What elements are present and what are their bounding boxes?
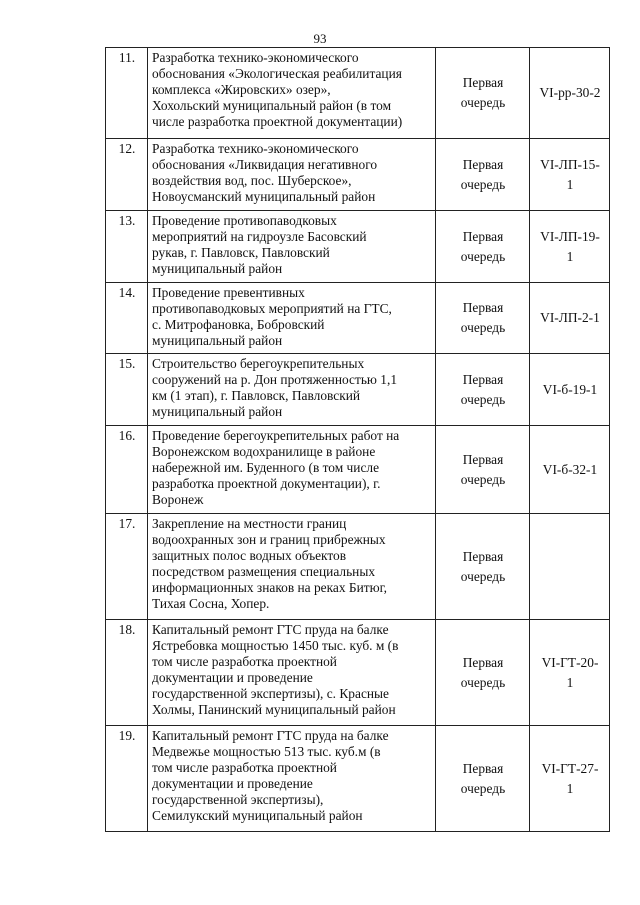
measure-name-line: противопаводковых мероприятий на ГТС, <box>152 301 392 316</box>
measure-name-line: числе разработка проектной документации) <box>152 114 403 129</box>
measure-code <box>530 211 610 283</box>
table-body <box>106 48 610 832</box>
stage-line: Первая <box>462 371 504 387</box>
code-line: VI-ЛП-2-1 <box>540 310 600 325</box>
stage-line: очередь <box>460 391 506 407</box>
code-line: VI-ГТ-20- <box>541 654 599 670</box>
implementation-stage <box>436 726 530 832</box>
measure-name-line: Воронежском водохранилище в районе <box>152 444 376 459</box>
stage-line: Первая <box>462 156 504 172</box>
measure-name-line: Холмы, Панинский муниципальный район <box>152 702 396 717</box>
measure-name-line: государственной экспертизы), <box>152 792 324 807</box>
measure-name-line: документации и проведение <box>152 670 313 685</box>
table-row <box>106 726 610 832</box>
measure-name <box>148 514 436 620</box>
measure-name-line: Строительство берегоукрепительных <box>152 356 365 371</box>
code-line: 1 <box>566 780 574 796</box>
code-line: 1 <box>566 248 574 264</box>
implementation-stage <box>436 139 530 211</box>
implementation-stage <box>436 354 530 426</box>
measure-name <box>148 354 436 426</box>
measure-name-line: Ястребовка мощностью 1450 тыс. куб. м (в <box>152 638 399 653</box>
code-line: VI-б-19-1 <box>542 381 598 397</box>
measure-code <box>530 426 610 514</box>
code-line: VI-рр-30-2 <box>539 85 601 100</box>
stage-line: Первая <box>462 548 504 564</box>
measure-name <box>148 620 436 726</box>
code-line: 1 <box>566 176 574 192</box>
measure-name-line: Проведение превентивных <box>152 285 305 300</box>
code-line: 1 <box>566 674 574 690</box>
implementation-stage <box>436 514 530 620</box>
stage-line: очередь <box>460 248 506 264</box>
measure-code <box>530 514 610 620</box>
row-number: 14. <box>106 283 148 354</box>
table-row <box>106 426 610 514</box>
measure-name-line: воздействия вод, пос. Шуберское», <box>152 173 352 188</box>
page-number: 93 <box>313 31 327 46</box>
measure-name <box>148 48 436 139</box>
measure-name-line: разработка проектной документации), г. <box>152 476 381 491</box>
measure-name-line: Проведение берегоукрепительных работ на <box>152 428 400 443</box>
measure-name-line: Капитальный ремонт ГТС пруда на балке <box>152 622 389 637</box>
stage-line: очередь <box>460 320 506 335</box>
measure-code <box>530 139 610 211</box>
row-number: 19. <box>106 726 148 832</box>
stage-line: очередь <box>460 568 506 584</box>
measure-name <box>148 211 436 283</box>
stage-line: очередь <box>460 674 506 690</box>
measure-name <box>148 139 436 211</box>
measure-name-line: Семилукский муниципальный район <box>152 808 363 823</box>
measure-name-line: защитных полос водных объектов <box>152 548 347 563</box>
row-number: 12. <box>106 139 148 211</box>
row-number: 18. <box>106 620 148 726</box>
measure-name-line: информационных знаков на реках Битюг, <box>152 580 387 595</box>
measure-code <box>530 620 610 726</box>
row-number: 11. <box>106 48 148 139</box>
measure-code <box>530 48 610 139</box>
row-number: 16. <box>106 426 148 514</box>
measure-name-line: Хохольский муниципальный район (в том <box>152 98 392 113</box>
measure-name-line: документации и проведение <box>152 776 313 791</box>
measure-name-line: муниципальный район <box>152 333 283 348</box>
measure-name-line: Тихая Сосна, Хопер. <box>152 596 270 611</box>
table-row <box>106 139 610 211</box>
implementation-stage <box>436 620 530 726</box>
measure-name-line: посредством размещения специальных <box>152 564 376 579</box>
measure-name-line: муниципальный район <box>152 404 283 419</box>
measure-name-line: муниципальный район <box>152 261 283 276</box>
measure-name-line: Новоусманский муниципальный район <box>152 189 376 204</box>
measure-name-line: обоснования «Ликвидация негативного <box>152 157 378 172</box>
code-line: VI-ГТ-27- <box>541 760 599 776</box>
measure-name-line: с. Митрофановка, Бобровский <box>152 317 325 332</box>
measure-name-line: набережной им. Буденного (в том числе <box>152 460 380 475</box>
stage-line: очередь <box>460 176 506 192</box>
measure-code <box>530 354 610 426</box>
measure-name-line: том числе разработка проектной <box>152 654 337 669</box>
row-number: 17. <box>106 514 148 620</box>
measure-name-line: мероприятий на гидроузле Басовский <box>152 229 367 244</box>
implementation-stage <box>436 283 530 354</box>
row-number: 13. <box>106 211 148 283</box>
table-row <box>106 283 610 354</box>
stage-line: Первая <box>462 760 504 776</box>
code-line: VI-ЛП-15- <box>540 156 600 172</box>
stage-line: Первая <box>462 75 504 90</box>
measure-name-line: Воронеж <box>152 492 204 507</box>
measure-name-line: км (1 этап), г. Павловск, Павловский <box>152 388 361 403</box>
measure-name-line: Закрепление на местности границ <box>152 516 347 531</box>
stage-line: Первая <box>462 228 504 244</box>
table-row <box>106 211 610 283</box>
measure-name-line: Проведение противопаводковых <box>152 213 337 228</box>
measure-name-line: сооружений на р. Дон протяженностью 1,1 <box>152 372 398 387</box>
code-line: VI-б-32-1 <box>542 461 598 477</box>
measures-table <box>105 47 610 832</box>
measure-name-line: водоохранных зон и границ прибрежных <box>152 532 386 547</box>
stage-line: Первая <box>462 300 504 315</box>
measure-name <box>148 283 436 354</box>
measure-code <box>530 283 610 354</box>
stage-line: очередь <box>460 471 506 487</box>
measure-name-line: обоснования «Экологическая реабилитация <box>152 66 402 81</box>
measure-name-line: Медвежье мощностью 513 тыс. куб.м (в <box>152 744 381 759</box>
stage-line: Первая <box>462 654 504 670</box>
stage-line: Первая <box>462 451 504 467</box>
implementation-stage <box>436 211 530 283</box>
measure-name-line: Разработка технико-экономического <box>152 50 359 65</box>
measure-name <box>148 426 436 514</box>
stage-line: очередь <box>460 780 506 796</box>
table-row <box>106 514 610 620</box>
measure-name-line: Разработка технико-экономического <box>152 141 359 156</box>
table-row <box>106 354 610 426</box>
implementation-stage <box>436 48 530 139</box>
table-row <box>106 620 610 726</box>
code-line: VI-ЛП-19- <box>540 228 600 244</box>
measure-name-line: рукав, г. Павловск, Павловский <box>152 245 330 260</box>
measure-code <box>530 726 610 832</box>
stage-line: очередь <box>460 95 506 110</box>
row-number: 15. <box>106 354 148 426</box>
implementation-stage <box>436 426 530 514</box>
table-row <box>106 48 610 139</box>
measure-name-line: государственной экспертизы), с. Красные <box>152 686 389 701</box>
measure-name <box>148 726 436 832</box>
measure-name-line: том числе разработка проектной <box>152 760 337 775</box>
measure-name-line: комплекса «Жировских» озер», <box>152 82 331 97</box>
measure-name-line: Капитальный ремонт ГТС пруда на балке <box>152 728 389 743</box>
